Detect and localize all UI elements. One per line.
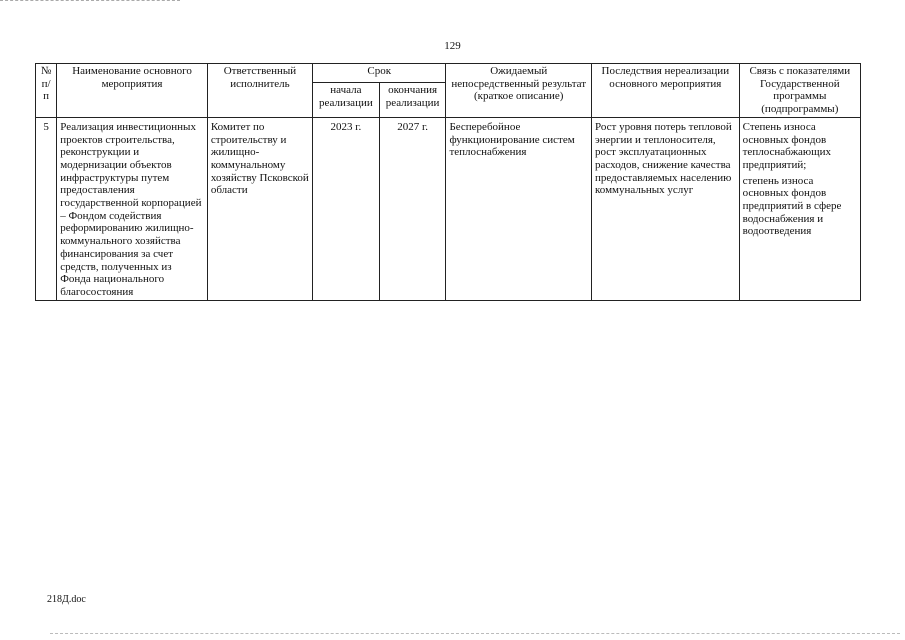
header-term: Срок [313, 64, 446, 83]
row-expected: Бесперебойное функционирование систем теплоснабжения [446, 117, 592, 300]
row-consequences: Рост уровня потерь тепловой энергии и теплоносителя, рост эксплуатационных расходов, снижение качества предоставляемых населению коммунальных услуг [592, 117, 740, 300]
row-end: 2027 г. [379, 117, 446, 300]
row-name: Реализация инвестиционных проектов строительства, реконструкции и модернизации объектов инфраструктуры путем предоставления государственной корпорацией – Фондом содействия реформированию жилищно-коммунального хозяйства финансирования за счет средств, полученных из Фонда национального благосостояния [57, 117, 208, 300]
row-responsible: Комитет по строительству и жилищно-коммунальному хозяйству Псковской области [207, 117, 312, 300]
file-name: 218Д.doc [47, 594, 86, 605]
row-link [739, 117, 860, 300]
row-num: 5 [36, 117, 57, 300]
measures-table [35, 63, 861, 301]
row-start: 2023 г. [313, 117, 380, 300]
scan-edge-top [0, 0, 180, 5]
table-row [36, 117, 861, 300]
header-term-start: начала реализации [313, 83, 380, 118]
header-expected: Ожидаемый непосредственный результат (краткое описание) [446, 64, 592, 118]
header-row [36, 64, 861, 83]
header-num: № п/п [36, 64, 57, 118]
header-name: Наименование основного мероприятия [57, 64, 208, 118]
row-link-item: степень износа основных фондов предприятий в сфере водоснабжения и водоотведения [742, 174, 842, 238]
scan-edge-bottom [50, 633, 900, 634]
page-number: 129 [444, 40, 461, 52]
header-term-end: окончания реализации [379, 83, 446, 118]
header-consequences: Последствия нереализации основного мероприятия [592, 64, 740, 118]
header-responsible: Ответственный исполнитель [207, 64, 312, 118]
row-link-item: Степень износа основных фондов теплоснабжающих предприятий; [742, 120, 831, 171]
header-link: Связь с показателями Государственной программы (подпрограммы) [739, 64, 860, 118]
